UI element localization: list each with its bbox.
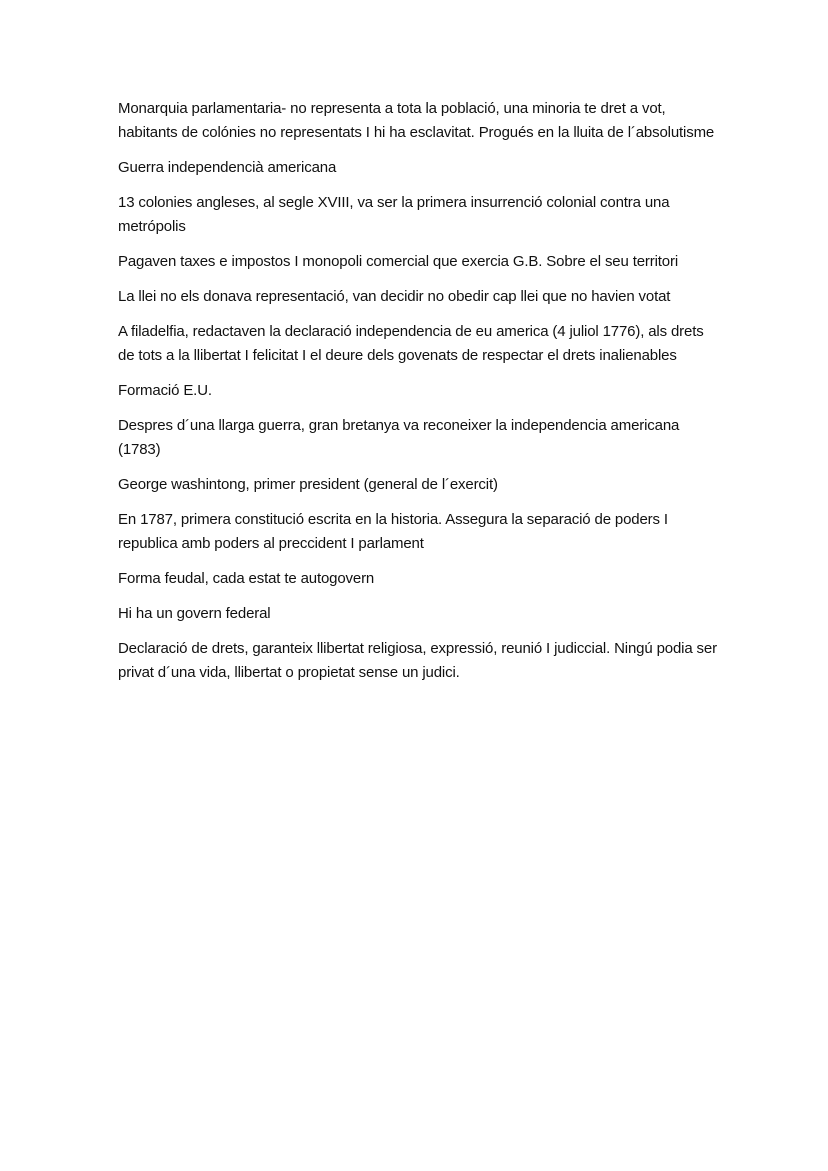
paragraph-13-colonies: 13 colonies angleses, al segle XVIII, va ser la primera insurrenció colonial contra una metrópolis — [118, 194, 670, 235]
paragraph-forma-feudal: Forma feudal, cada estat te autogovern — [118, 570, 375, 587]
paragraph-despres: Despres d´una llarga guerra, gran bretanya va reconeixer la independencia americana (1783) — [118, 417, 680, 458]
paragraph-monarquia: Monarquia parlamentaria- no representa a tota la població, una minoria te dret a vot, habitants de colónies no representats I hi ha esclavitat. Progués en la lluita de l´absolutisme — [118, 100, 715, 141]
paragraph-llei: La llei no els donava representació, van decidir no obedir cap llei que no havien votat — [118, 288, 671, 305]
document-body — [118, 97, 718, 696]
paragraph-govern-federal: Hi ha un govern federal — [118, 605, 271, 622]
paragraph-george: George washintong, primer president (general de l´exercit) — [118, 476, 498, 493]
paragraph-guerra-heading: Guerra independencià americana — [118, 159, 337, 176]
paragraph-filadelfia: A filadelfia, redactaven la declaració independencia de eu america (4 juliol 1776), als drets de tots a la llibertat I felicitat I el deure dels govenats de respectar el drets inalienables — [118, 323, 704, 364]
paragraph-formacio-heading: Formació E.U. — [118, 382, 212, 399]
paragraph-1787: En 1787, primera constitució escrita en la historia. Assegura la separació de poders I republica amb poders al preccident I parlament — [118, 511, 668, 552]
paragraph-declaracio-drets: Declaració de drets, garanteix llibertat religiosa, expressió, reunió I judiccial. Ningú podia ser privat d´una vida, llibertat o propietat sense un judici. — [118, 640, 717, 681]
paragraph-taxes: Pagaven taxes e impostos I monopoli comercial que exercia G.B. Sobre el seu territori — [118, 253, 679, 270]
